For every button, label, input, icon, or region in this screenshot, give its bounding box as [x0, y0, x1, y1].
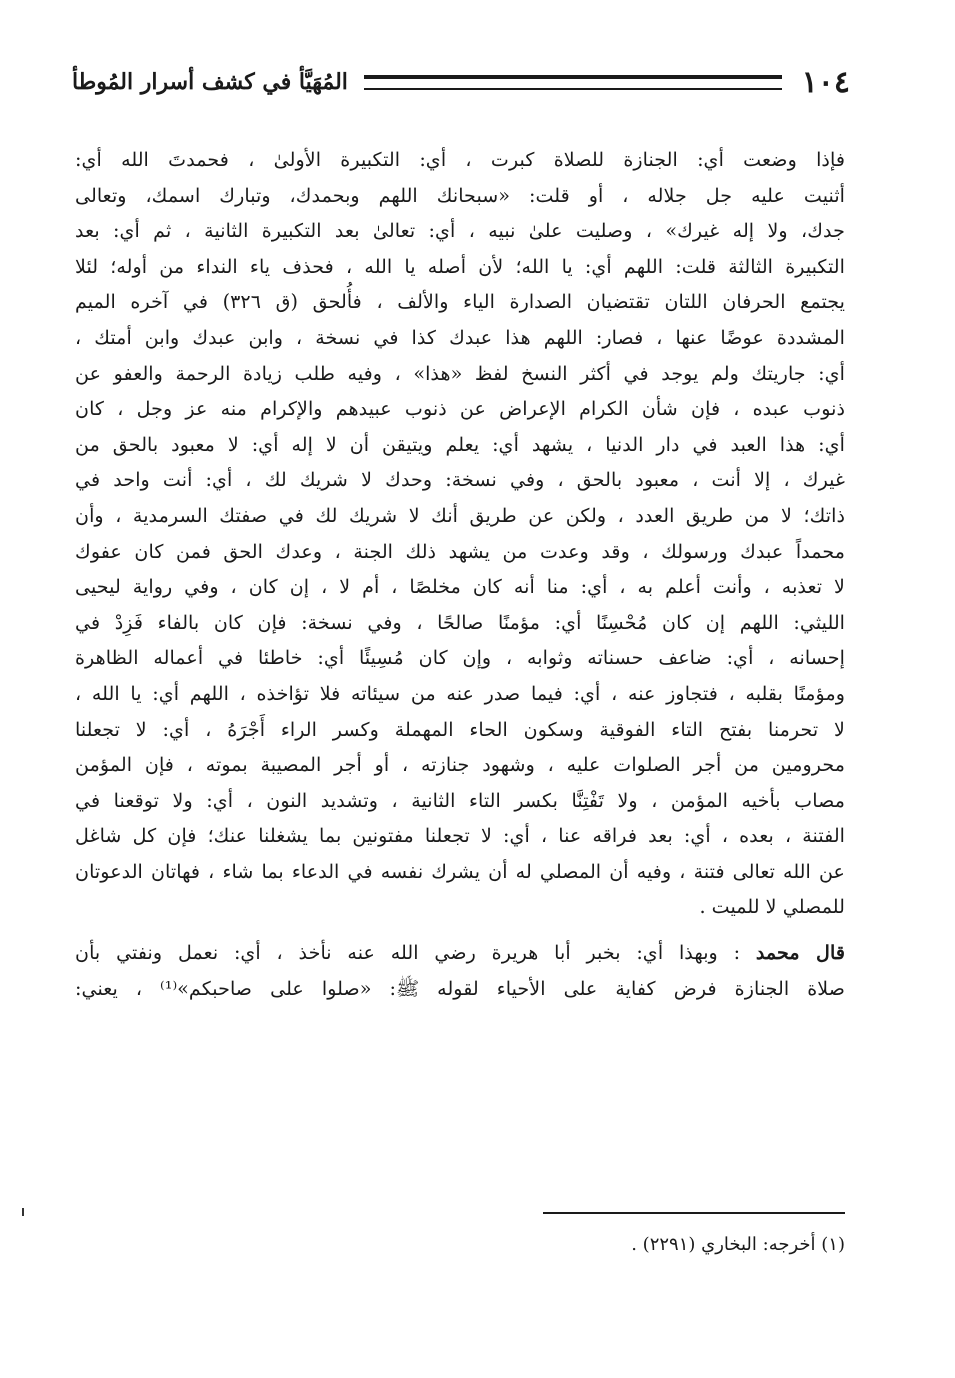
margin-mark	[22, 1208, 24, 1216]
text-line: عن الله تعالى فتنة ، وفيه أن المصلي له أن يشرك نفسه في الدعاء بما شاء ، فهاتان الدعوتان	[75, 859, 845, 883]
text-line: يجتمع الحرفان اللتان تقتضيان الصدارة الياء والألف ، فأُلحق (ق ٣٢٦) في آخره الميم	[75, 290, 845, 314]
speaker-name: قال محمد	[755, 941, 846, 965]
footnote-separator	[543, 1212, 845, 1214]
footnote: (١) أخرجه: البخاري (٢٢٩١) .	[631, 1234, 845, 1255]
text-line: مصاب بأخيه المؤمن ، ولا تَفْتِنَّا بكسر التاء الثانية ، وتشديد النون ، أي: ولا توقعنا في	[75, 788, 845, 812]
text-segment: : وبهذا أي: بخبر أبا هريرة رضي الله عنه نأخذ ، أي: نعمل ونفتي بأن	[75, 941, 741, 965]
text-line: الليثي: اللهم إن كان مُحْسِنًا أي: مؤمنًا صالحًا ، وفي نسخة: فإن كان بالفاء فَزِدْ في	[75, 610, 845, 634]
text-line: للمصلي لا للميت .	[699, 895, 845, 919]
text-line: فإذا وضعت أي: الجنازة للصلاة كبرت ، أي: التكبيرة الأولىٰ ، فحمدتَ الله أي:	[75, 148, 845, 171]
text-line: التكبيرة الثالثة قلت: اللهم أي: يا الله؛ لأن أصله يا الله ، فحذف ياء النداء من أوله؛ لئلا	[75, 254, 845, 278]
text-line: ذنوب عبده ، فإن شأن الكرام الإعراض عن ذنوب عبيدهم والإكرام منه عز وجل ، كان	[75, 397, 845, 421]
text-line: إحسانه ، أي: ضاعف حسناته وثوابه ، وإن كان مُسِيئًا أي: خاطئا في أعماله الظاهرة	[75, 646, 845, 670]
page-number: ١٠٤	[801, 64, 850, 100]
text-line: أي: جاريتك ولم يوجد في أكثر النسخ لفظ «هذا» ، وفيه طلب زيادة الرحمة والعفو عن	[75, 361, 845, 385]
text-line: محرومين من أجر الصلوات عليه ، وشهود جنازته ، أو أجر المصيبة بموته ، فإن المؤمن	[75, 753, 845, 777]
text-line: لا تعذبه ، وأنت أعلم به ، أي: منا أنه كان مخلصًا ، أم لا ، إن كان ، وفي رواية ليحيى	[75, 575, 845, 599]
text-line: أي: هذا العبد في دار الدنيا ، يشهد أي: يعلم ويتيقن أن لا إله أي: لا معبود بالحق من	[75, 432, 845, 456]
text-line: ذاتك؛ لا من طريق العدد ، ولكن عن طريق أنك لا شريك لك في صفتك السرمدية ، وأن	[75, 503, 845, 527]
main-text	[75, 142, 845, 1006]
text-line: ومؤمنًا بقلبه ، فتجاوز عنه ، أي: فيما صدر عنه من سيئاته فلا تؤاخذه ، اللهم أي: يا الله ،	[75, 681, 845, 705]
text-line: المشددة عوضًا عنها ، فصار: اللهم هذا عبدك كذا في نسخة ، وابن عبدك وابن أمتك ،	[75, 325, 845, 349]
text-line: أثنيت عليه جل جلاله ، أو قلت: «سبحانك اللهم وبحمدك، وتبارك اسمك، وتعالى	[75, 183, 845, 207]
text-line: لا تحرمنا بفتح التاء الفوقية وسكون الحاء المهملة وكسر الراء أَجْرَهُ ، أي: لا تجعلنا	[75, 717, 845, 741]
page-header	[72, 62, 850, 102]
book-title: المُهَيَّأ في كشف أسرار المُوطأ	[72, 69, 348, 95]
paragraph-1	[75, 142, 845, 925]
text-line: صلاة الجنازة فرض كفاية على الأحياء لقوله ﷺ: «صلوا على صاحبكم»⁽¹⁾ ، يعني:	[75, 976, 845, 1000]
text-line	[75, 935, 845, 971]
header-rule	[364, 75, 782, 90]
text-line: غيرك ، إلا أنت ، معبود بالحق ، وفي نسخة: وحدك لا شريك لك ، أي: أنت واحد في	[75, 468, 845, 492]
text-line: محمداً عبدك ورسولك ، وقد وعدت من يشهد ذلك الجنة ، وعدك الحق فمن كان عفوك	[75, 539, 845, 563]
text-line: الفتنة ، بعده ، أي: بعد فراقه عنا ، أي: لا تجعلنا مفتونين بما يشغلنا عنك؛ فإن كل شاغل	[75, 824, 845, 848]
paragraph-2	[75, 935, 845, 1006]
text-line: جدك، ولا إله غيرك» ، وصليت علىٰ نبيه ، أي: تعالىٰ بعد التكبيرة الثانية ، ثم أي: بعد	[75, 219, 845, 243]
